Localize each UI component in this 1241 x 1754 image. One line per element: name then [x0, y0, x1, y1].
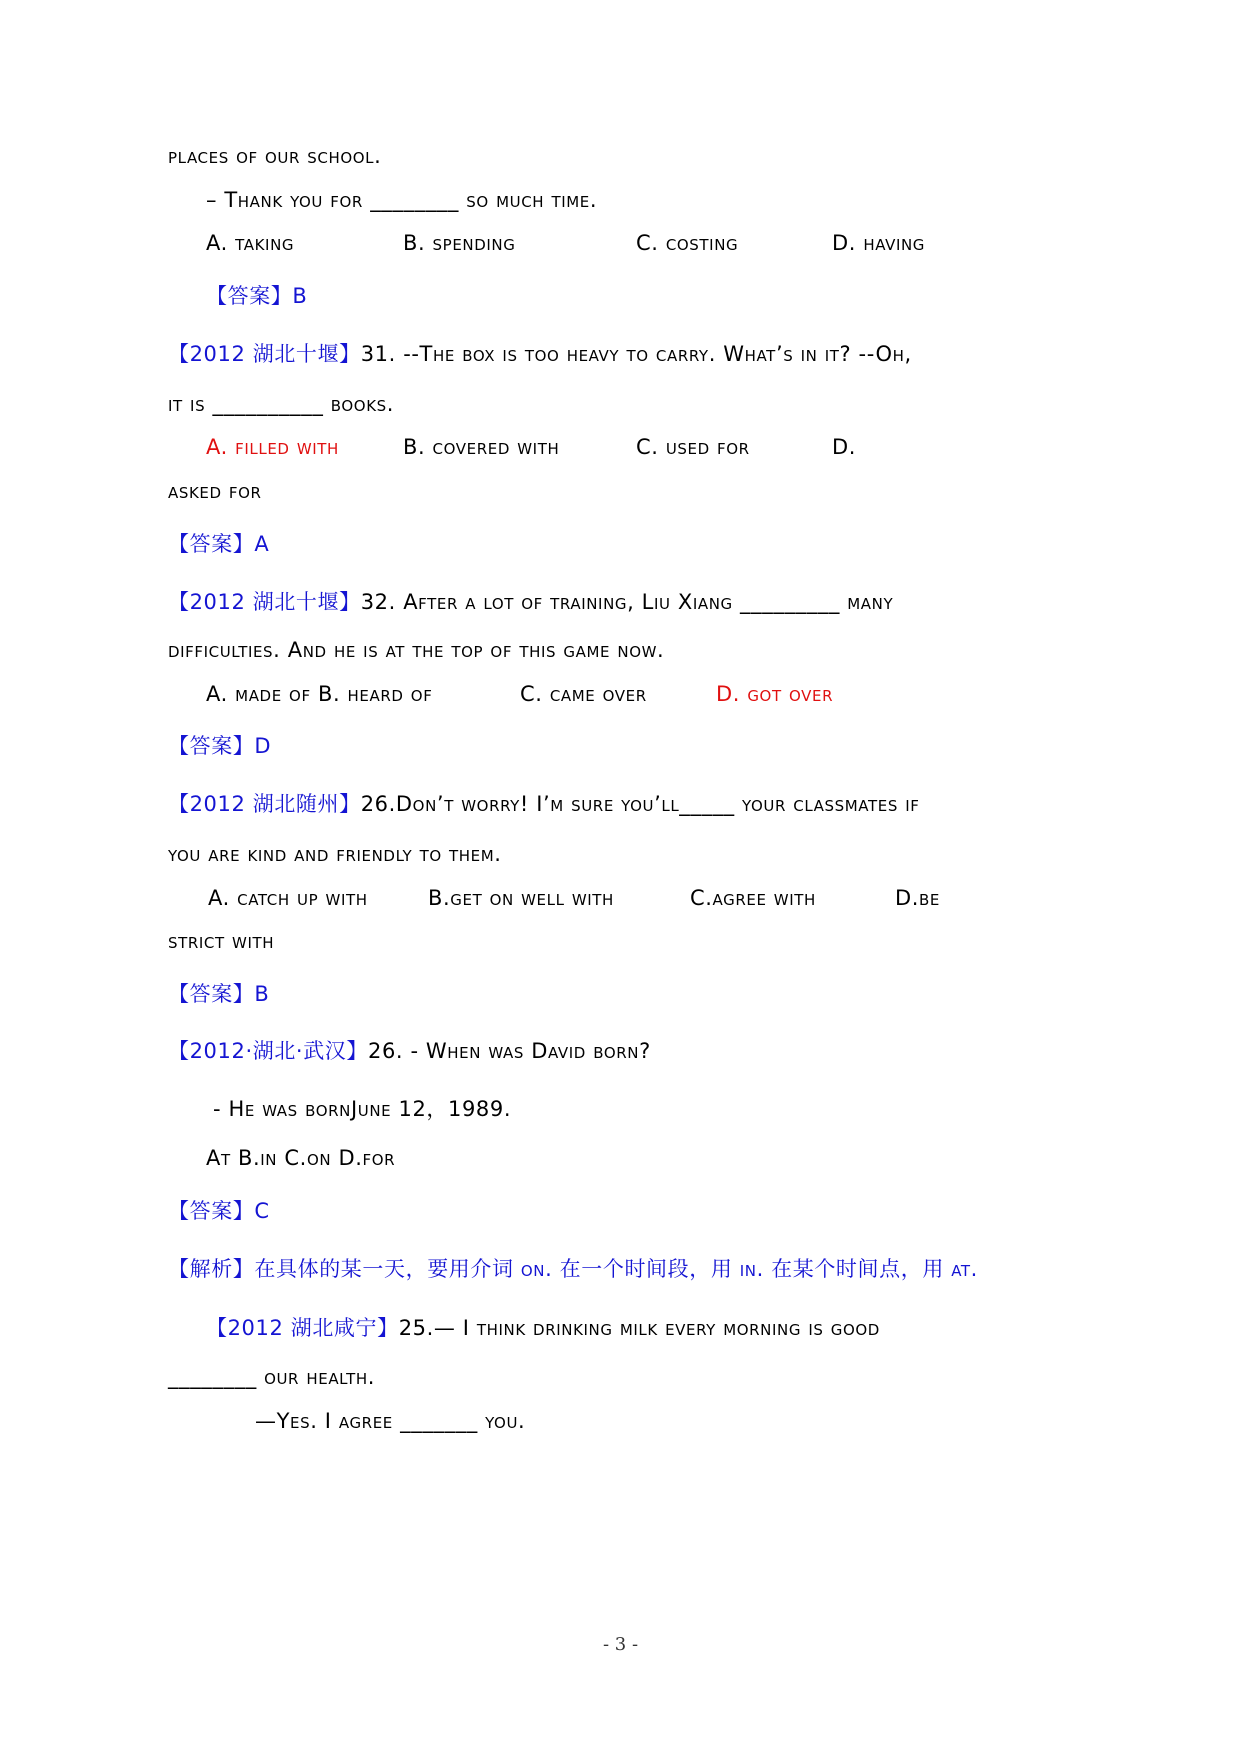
options-line: At B.in C.on D.for — [206, 1146, 396, 1170]
answer-line: 【答案】B — [168, 982, 270, 1006]
text-line: places of our school. — [168, 144, 382, 168]
question-line — [206, 1314, 880, 1342]
question-source-tag: 【2012 湖北十堰】 — [168, 342, 361, 366]
question-source-tag: 【2012 湖北十堰】 — [168, 590, 361, 614]
answer-line: 【答案】B — [206, 284, 308, 308]
text-line: strict with — [168, 929, 275, 953]
option-d: D. — [832, 435, 857, 459]
answer-line: 【答案】C — [168, 1199, 270, 1223]
option-d: D.be — [895, 886, 941, 910]
page-number: - 3 - — [602, 1634, 639, 1655]
option-c: C. used for — [636, 435, 750, 459]
analysis-line: 【解析】在具体的某一天，要用介词 on. 在一个时间段，用 in. 在某个时间点，用 at. — [168, 1257, 978, 1281]
option-c: C. costing — [636, 231, 739, 255]
question-text: 26.Don’t worry! I’m sure you’ll_____ your classmates if — [360, 792, 920, 816]
option-c: C. came over — [520, 682, 647, 706]
text-line: —Yes. I agree _______ you. — [255, 1409, 526, 1433]
option-b: B. covered with — [403, 435, 560, 459]
option-a: A. taking — [206, 231, 295, 255]
question-line — [168, 790, 920, 818]
text-line: it is __________ books. — [168, 392, 395, 416]
option-a: A. catch up with — [208, 886, 368, 910]
question-line — [168, 340, 912, 368]
question-text: 25.— I think drinking milk every morning is good — [398, 1316, 880, 1340]
question-source-tag: 【2012·湖北·武汉】 — [168, 1039, 368, 1063]
option-a: A. filled with — [206, 435, 339, 459]
text-line: – Thank you for ________ so much time. — [206, 188, 598, 212]
question-source-tag: 【2012 湖北咸宁】 — [206, 1316, 399, 1340]
text-line: asked for — [168, 479, 262, 503]
text-line: - He was bornJune 12，1989. — [213, 1097, 512, 1121]
text-line: you are kind and friendly to them. — [168, 842, 502, 866]
option-d: D. got over — [716, 682, 834, 706]
text-line: ________ our health. — [168, 1365, 375, 1389]
option-b: B.get on well with — [428, 886, 614, 910]
option-d: D. having — [832, 231, 926, 255]
question-text: 32. After a lot of training, Liu Xiang _________ many — [360, 590, 894, 614]
option-b: B. spending — [403, 231, 516, 255]
question-text: 31. --The box is too heavy to carry. What’s in it? --Oh, — [360, 342, 912, 366]
options-ab: A. made of B. heard of — [206, 682, 433, 706]
answer-line: 【答案】D — [168, 734, 272, 758]
answer-line: 【答案】A — [168, 532, 270, 556]
question-source-tag: 【2012 湖北随州】 — [168, 792, 361, 816]
option-c: C.agree with — [690, 886, 816, 910]
question-text: 26. - When was David born? — [368, 1039, 651, 1063]
question-line — [168, 1037, 651, 1065]
text-line: difficulties. And he is at the top of this game now. — [168, 638, 665, 662]
question-line — [168, 588, 893, 616]
